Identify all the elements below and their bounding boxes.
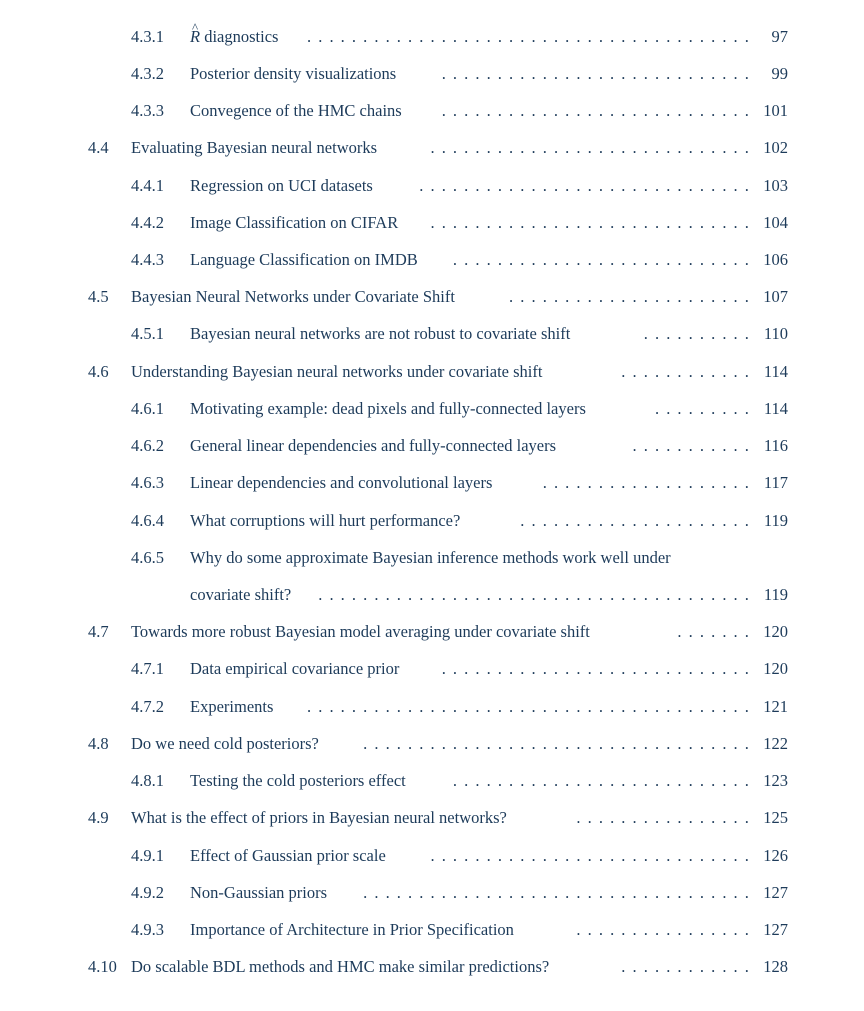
toc-entry-page: 102 (763, 138, 788, 157)
toc-entry-page: 127 (763, 883, 788, 902)
toc-leader-dots: .......... (643, 324, 756, 343)
toc-entry-number: 4.4.1 (131, 176, 164, 195)
toc-entry-number: 4.5.1 (131, 324, 164, 343)
toc-leader-dots: ........................... (452, 250, 756, 269)
toc-entry-page: 117 (763, 473, 788, 492)
toc-entry-title: Towards more robust Bayesian model averaging under covariate shift (131, 622, 590, 641)
toc-entry-title: Language Classification on IMDB (190, 250, 418, 269)
toc-entry-title: Do scalable BDL methods and HMC make similar predictions? (131, 957, 550, 976)
toc-entry-title: Evaluating Bayesian neural networks (131, 138, 378, 157)
toc-entry-title: Regression on UCI datasets (190, 176, 373, 195)
toc-entry-title: Posterior density visualizations (190, 64, 397, 83)
r-hat-symbol: ^ R (190, 27, 200, 47)
toc-entry-title: General linear dependencies and fully-connected layers (190, 436, 557, 455)
toc-entry-number: 4.6.2 (131, 436, 164, 455)
toc-leader-dots: ............................ (441, 101, 756, 120)
toc-entry-title-continued: covariate shift? (190, 585, 292, 604)
toc-leader-dots: ................................... (363, 883, 756, 902)
toc-entry-page: 120 (763, 622, 788, 641)
toc-leader-dots: ............................. (430, 138, 756, 157)
toc-entry-title: Bayesian neural networks are not robust to covariate shift (190, 324, 571, 343)
toc-leader-dots: ............................ (441, 659, 756, 678)
toc-leader-dots: ............................ (441, 64, 756, 83)
toc-entry-title: Data empirical covariance prior (190, 659, 400, 678)
toc-entry-title: What corruptions will hurt performance? (190, 511, 461, 530)
toc-entry-title: Linear dependencies and convolutional layers (190, 473, 493, 492)
toc-entry-number: 4.7 (88, 622, 109, 641)
toc-entry-number: 4.5 (88, 287, 109, 306)
toc-entry-page: 97 (771, 27, 788, 46)
toc-entry-number: 4.7.2 (131, 697, 164, 716)
toc-leader-dots: ............ (621, 362, 756, 381)
toc-entry-page: 122 (763, 734, 788, 753)
toc-entry-number: 4.6.3 (131, 473, 164, 492)
toc-entry-number: 4.7.1 (131, 659, 164, 678)
toc-entry-page: 104 (763, 213, 788, 232)
toc-entry-page: 114 (763, 399, 788, 418)
toc-leader-dots: ...................... (509, 287, 756, 306)
toc-entry-page: 116 (763, 436, 788, 455)
toc-entry-page: 127 (763, 920, 788, 939)
toc-entry-title: Do we need cold posteriors? (131, 734, 319, 753)
toc-leader-dots: ............ (621, 957, 756, 976)
toc-entry-title: Motivating example: dead pixels and fully-connected layers (190, 399, 586, 418)
toc-entry-title: Experiments (190, 697, 274, 716)
toc-entry-number: 4.9.3 (131, 920, 164, 939)
toc-entry-page: 126 (763, 846, 788, 865)
toc-entry-page: 123 (763, 771, 788, 790)
toc-entry-number: 4.4.2 (131, 213, 164, 232)
toc-leader-dots: ........... (632, 436, 756, 455)
toc-leader-dots: ........................................ (307, 27, 756, 46)
toc-leader-dots: ............................. (430, 846, 756, 865)
toc-entry-page: 128 (763, 957, 788, 976)
toc-entry-title: Convegence of the HMC chains (190, 101, 402, 120)
toc-leader-dots: ........................................ (307, 697, 756, 716)
toc-leader-dots: ................... (542, 473, 756, 492)
toc-leader-dots: ............................. (430, 213, 756, 232)
toc-leader-dots: ................................... (363, 734, 756, 753)
toc-leader-dots: ......... (654, 399, 756, 418)
toc-entry-page: 99 (771, 64, 788, 83)
toc-entry-title: Why do some approximate Bayesian inference methods work well under (190, 548, 671, 567)
toc-entry-title: What is the effect of priors in Bayesian neural networks? (131, 808, 507, 827)
toc-leader-dots: ....... (677, 622, 756, 641)
toc-entry-number: 4.4.3 (131, 250, 164, 269)
toc-entry-number: 4.4 (88, 138, 109, 157)
toc-entry-page: 114 (763, 362, 788, 381)
toc-entry-title: Understanding Bayesian neural networks under covariate shift (131, 362, 543, 381)
toc-entry-page: 120 (763, 659, 788, 678)
toc-entry-number: 4.3.2 (131, 64, 164, 83)
toc-entry-title: ^ R diagnostics (190, 27, 278, 47)
toc-entry-title: Bayesian Neural Networks under Covariate Shift (131, 287, 455, 306)
toc-entry-number: 4.6.5 (131, 548, 164, 567)
toc-entry-number: 4.9.2 (131, 883, 164, 902)
toc-entry-number: 4.9 (88, 808, 109, 827)
toc-entry-page: 107 (763, 287, 788, 306)
toc-entry-number: 4.3.3 (131, 101, 164, 120)
toc-leader-dots: ....................................... (318, 585, 756, 604)
toc-entry-title: Image Classification on CIFAR (190, 213, 399, 232)
toc-entry-page: 119 (763, 511, 788, 530)
toc-entry-title: Effect of Gaussian prior scale (190, 846, 386, 865)
toc-entry-page: 119 (763, 585, 788, 604)
toc-entry-title: Importance of Architecture in Prior Specification (190, 920, 514, 939)
toc-entry-page: 121 (763, 697, 788, 716)
toc-entry-page: 110 (763, 324, 788, 343)
toc-entry-number: 4.3.1 (131, 27, 164, 46)
toc-leader-dots: .............................. (419, 176, 756, 195)
toc-leader-dots: ................ (576, 920, 756, 939)
toc-entry-number: 4.9.1 (131, 846, 164, 865)
toc-entry-page: 106 (763, 250, 788, 269)
toc-entry-number: 4.6.4 (131, 511, 164, 530)
toc-leader-dots: ................ (576, 808, 756, 827)
toc-leader-dots: ........................... (452, 771, 756, 790)
toc-entry-number: 4.10 (88, 957, 117, 976)
toc-entry-page: 125 (763, 808, 788, 827)
toc-entry-number: 4.8 (88, 734, 109, 753)
toc-entry-page: 101 (763, 101, 788, 120)
toc-entry-page: 103 (763, 176, 788, 195)
toc-entry-title: Non-Gaussian priors (190, 883, 328, 902)
toc-entry-number: 4.8.1 (131, 771, 164, 790)
toc-entry-title: Testing the cold posteriors effect (190, 771, 406, 790)
toc-leader-dots: ..................... (520, 511, 756, 530)
toc-entry-number: 4.6 (88, 362, 109, 381)
toc-entry-number: 4.6.1 (131, 399, 164, 418)
